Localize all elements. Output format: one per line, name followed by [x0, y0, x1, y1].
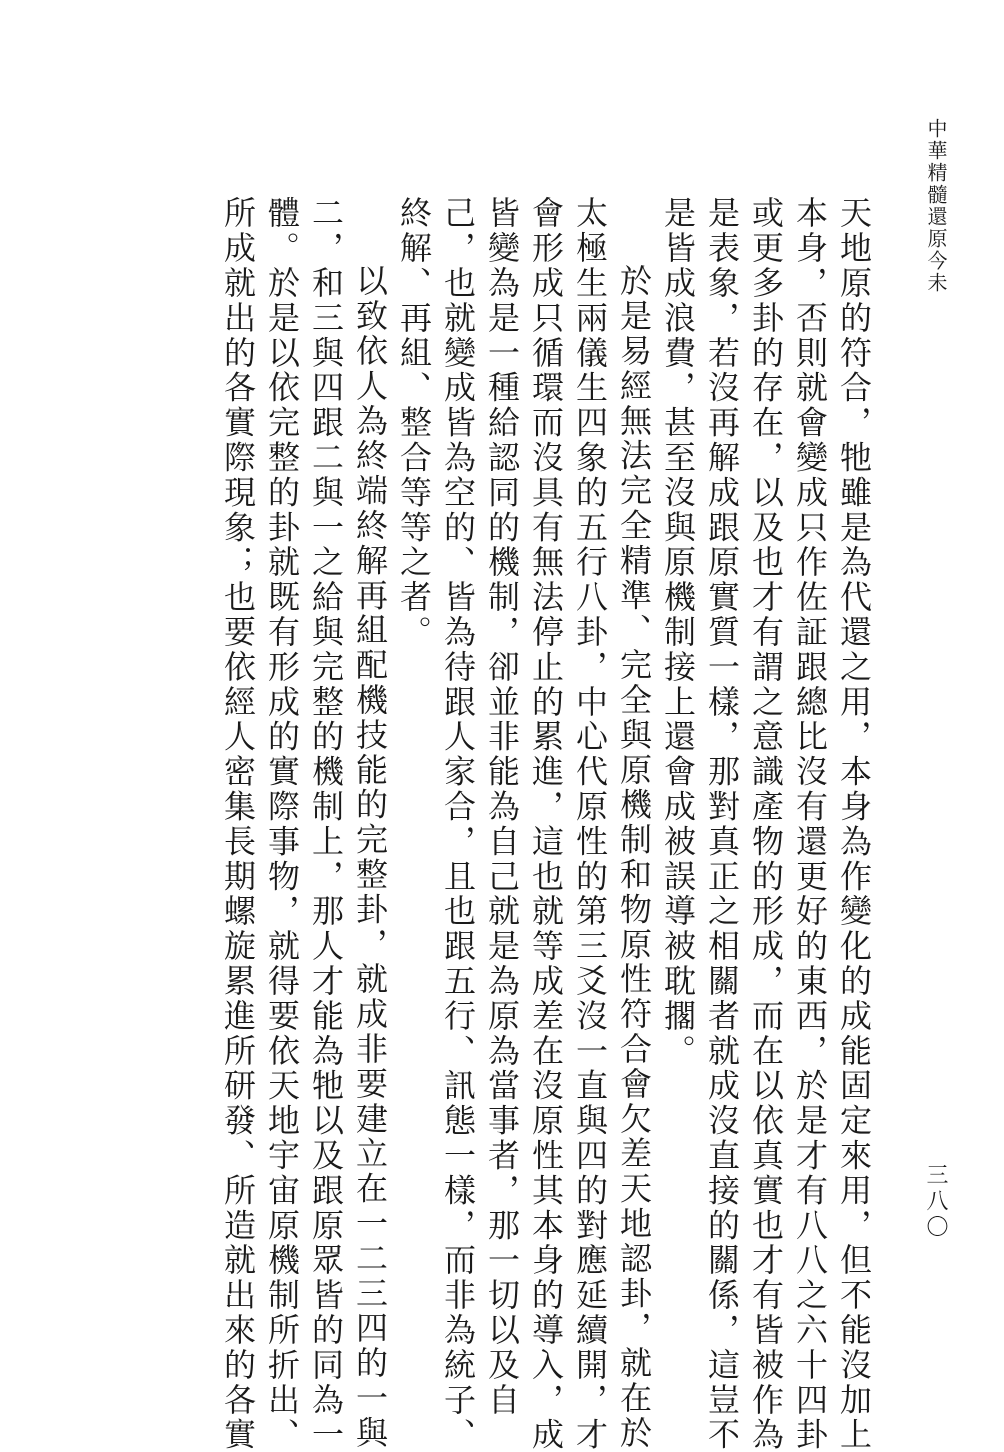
- text-line: 是皆成浪費，甚至沒與原機制接上還會成被誤導被耽擱。: [659, 196, 697, 1069]
- text-line: 二，和三與四跟二與一之給與完整的機制上，那人才能為牠以及跟原眾皆的同為一: [307, 196, 345, 1452]
- text-line: 或更多卦的存在，以及也才有謂之意識產物的形成，而在以依真實也才有皆被作為: [747, 196, 785, 1452]
- text-line: 終解、再組、整合等等之者。: [395, 196, 433, 650]
- text-line: 本身，否則就會變成只作佐証跟總比沒有還更好的東西，於是才有八八之六十四卦: [791, 196, 829, 1452]
- text-line: 於是易經無法完全精準、完全與原機制和物原性符合會欠差天地認卦，就在於: [615, 264, 653, 1451]
- text-line: 以致依人為終端終解再組配機技能的完整卦，就成非要建立在一二三四的一與: [351, 264, 389, 1451]
- text-line: 天地原的符合，牠雖是為代還之用，本身為作變化的成能固定來用，但不能沒加上: [835, 196, 873, 1452]
- text-line: 會形成只循環而沒具有無法停止的累進，這也就等成差在沒原性其本身的導入，成: [527, 196, 565, 1452]
- page-number: 三八〇: [923, 1163, 948, 1241]
- text-line: 體。於是以依完整的卦就既有形成的實際事物，就得要依天地宇宙原機制所折出、: [263, 196, 301, 1452]
- text-line: 己，也就變成皆為空的、皆為待跟人家合，且也跟五行、訊態一樣，而非為統子、: [439, 196, 477, 1452]
- text-line: 太極生兩儀生四象的五行八卦，中心代原性的第三爻沒一直與四的對應延續開，才: [571, 196, 609, 1452]
- text-line: 所成就出的各實際現象；也要依經人密集長期螺旋累進所研發、所造就出來的各實: [219, 196, 257, 1452]
- body-text: [176, 196, 876, 1452]
- text-line: 皆變為是一種給認同的機制，卻並非能為自己就是為原為當事者，那一切以及自: [483, 196, 521, 1418]
- text-line: 是表象，若沒再解成跟原實質一樣，那對真正之相關者就成沒直接的關係，這豈不: [703, 196, 741, 1452]
- running-header: 中華精髓還原今未: [924, 118, 948, 294]
